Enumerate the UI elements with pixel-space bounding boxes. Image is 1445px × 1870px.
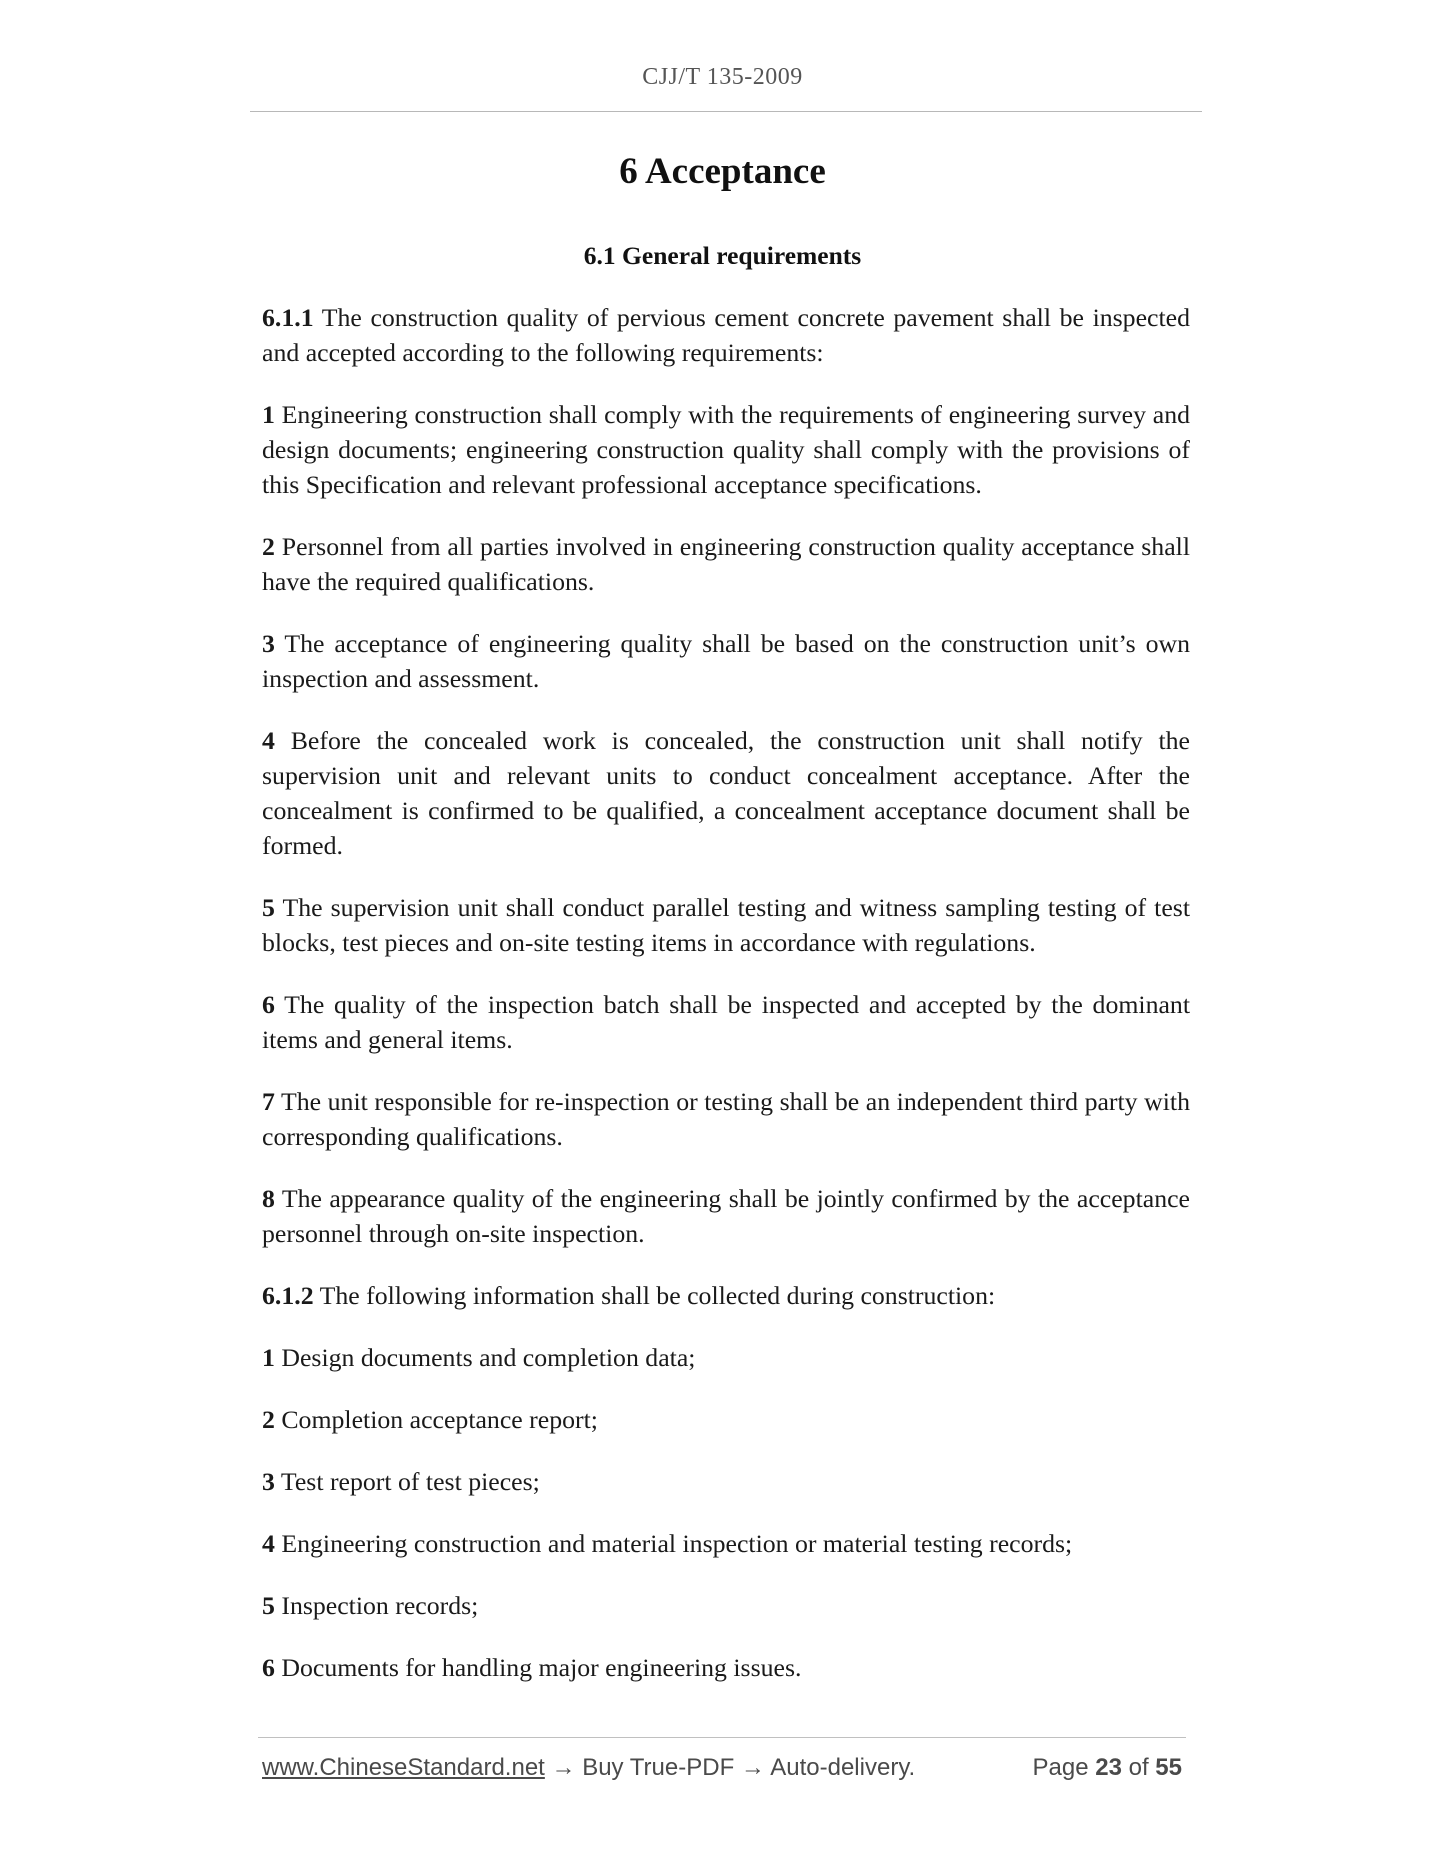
item-text: The appearance quality of the engineering shall be jointly confirmed by the acceptance personnel through on-site inspection. xyxy=(262,1184,1190,1248)
list-item xyxy=(262,1181,1190,1251)
item-number: 5 xyxy=(262,893,275,922)
clause-text: The following information shall be collected during construction: xyxy=(313,1281,996,1310)
clause-number: 6.1.1 xyxy=(262,303,314,332)
list-item xyxy=(262,1340,1190,1375)
item-number: 3 xyxy=(262,1467,275,1496)
page-footer xyxy=(262,1754,1182,1788)
footer-promo xyxy=(262,1754,915,1782)
item-number: 3 xyxy=(262,629,275,658)
page-indicator xyxy=(1033,1754,1182,1782)
standard-code-header: CJJ/T 135-2009 xyxy=(642,64,803,90)
list-item xyxy=(262,987,1190,1057)
item-number: 4 xyxy=(262,726,275,755)
current-page-number: 23 xyxy=(1095,1754,1122,1781)
list-item xyxy=(262,1464,1190,1499)
clause-text: The construction quality of pervious cement concrete pavement shall be inspected and accepted according to the following requirements: xyxy=(262,303,1190,367)
item-number: 2 xyxy=(262,1405,275,1434)
item-text: Completion acceptance report; xyxy=(274,1405,598,1434)
item-number: 1 xyxy=(262,400,275,429)
item-text: Design documents and completion data; xyxy=(274,1343,696,1372)
list-item xyxy=(262,1526,1190,1561)
item-text: The supervision unit shall conduct parallel testing and witness sampling testing of test blocks, test pieces and on-site testing items in accordance with regulations. xyxy=(262,893,1190,957)
auto-delivery-text: Auto-delivery. xyxy=(770,1754,916,1781)
chapter-title: 6 Acceptance xyxy=(619,151,826,192)
item-text: The acceptance of engineering quality shall be based on the construction unit’s own inspection and assessment. xyxy=(262,629,1190,693)
document-body xyxy=(262,300,1190,1712)
item-text: The quality of the inspection batch shall be inspected and accepted by the dominant items and general items. xyxy=(262,990,1190,1054)
list-item xyxy=(262,529,1190,599)
item-text: Test report of test pieces; xyxy=(274,1467,540,1496)
header-divider xyxy=(250,111,1202,112)
item-text: The unit responsible for re-inspection or testing shall be an independent third party with corresponding qualifications. xyxy=(262,1087,1190,1151)
list-item xyxy=(262,1084,1190,1154)
list-item xyxy=(262,397,1190,502)
item-number: 7 xyxy=(262,1087,275,1116)
item-number: 5 xyxy=(262,1591,275,1620)
item-number: 1 xyxy=(262,1343,275,1372)
section-title: 6.1 General requirements xyxy=(583,241,862,270)
list-item xyxy=(262,890,1190,960)
clause-6-1-1 xyxy=(262,300,1190,370)
item-number: 2 xyxy=(262,532,275,561)
arrow-icon: → xyxy=(544,1754,583,1781)
item-text: Before the concealed work is concealed, the construction unit shall notify the supervision unit and relevant units to conduct concealment acceptance. After the concealment is confirmed to be qualified, a concealment acceptance document shall be formed. xyxy=(262,726,1190,860)
item-text: Engineering construction shall comply with the requirements of engineering survey and design documents; engineering construction quality shall comply with the provisions of this Specification and relevant professional acceptance specifications. xyxy=(262,400,1190,499)
total-pages-number: 55 xyxy=(1155,1754,1182,1781)
item-number: 4 xyxy=(262,1529,275,1558)
item-text: Inspection records; xyxy=(274,1591,479,1620)
clause-6-1-2 xyxy=(262,1278,1190,1313)
item-text: Documents for handling major engineering issues. xyxy=(274,1653,802,1682)
item-number: 6 xyxy=(262,990,275,1019)
buy-pdf-text: Buy True-PDF xyxy=(582,1754,735,1781)
item-text: Engineering construction and material inspection or material testing records; xyxy=(274,1529,1073,1558)
page-of-label: of xyxy=(1121,1754,1156,1781)
footer-divider xyxy=(258,1737,1186,1738)
list-item xyxy=(262,626,1190,696)
item-number: 8 xyxy=(262,1184,275,1213)
list-item xyxy=(262,1588,1190,1623)
item-number: 6 xyxy=(262,1653,275,1682)
item-text: Personnel from all parties involved in engineering construction quality acceptance shall have the required qualifications. xyxy=(262,532,1190,596)
page-label: Page xyxy=(1032,1754,1096,1781)
list-item xyxy=(262,1650,1190,1685)
arrow-icon: → xyxy=(734,1754,771,1781)
list-item xyxy=(262,723,1190,863)
website-link[interactable]: www.ChineseStandard.net xyxy=(262,1754,545,1781)
clause-number: 6.1.2 xyxy=(262,1281,314,1310)
list-item xyxy=(262,1402,1190,1437)
